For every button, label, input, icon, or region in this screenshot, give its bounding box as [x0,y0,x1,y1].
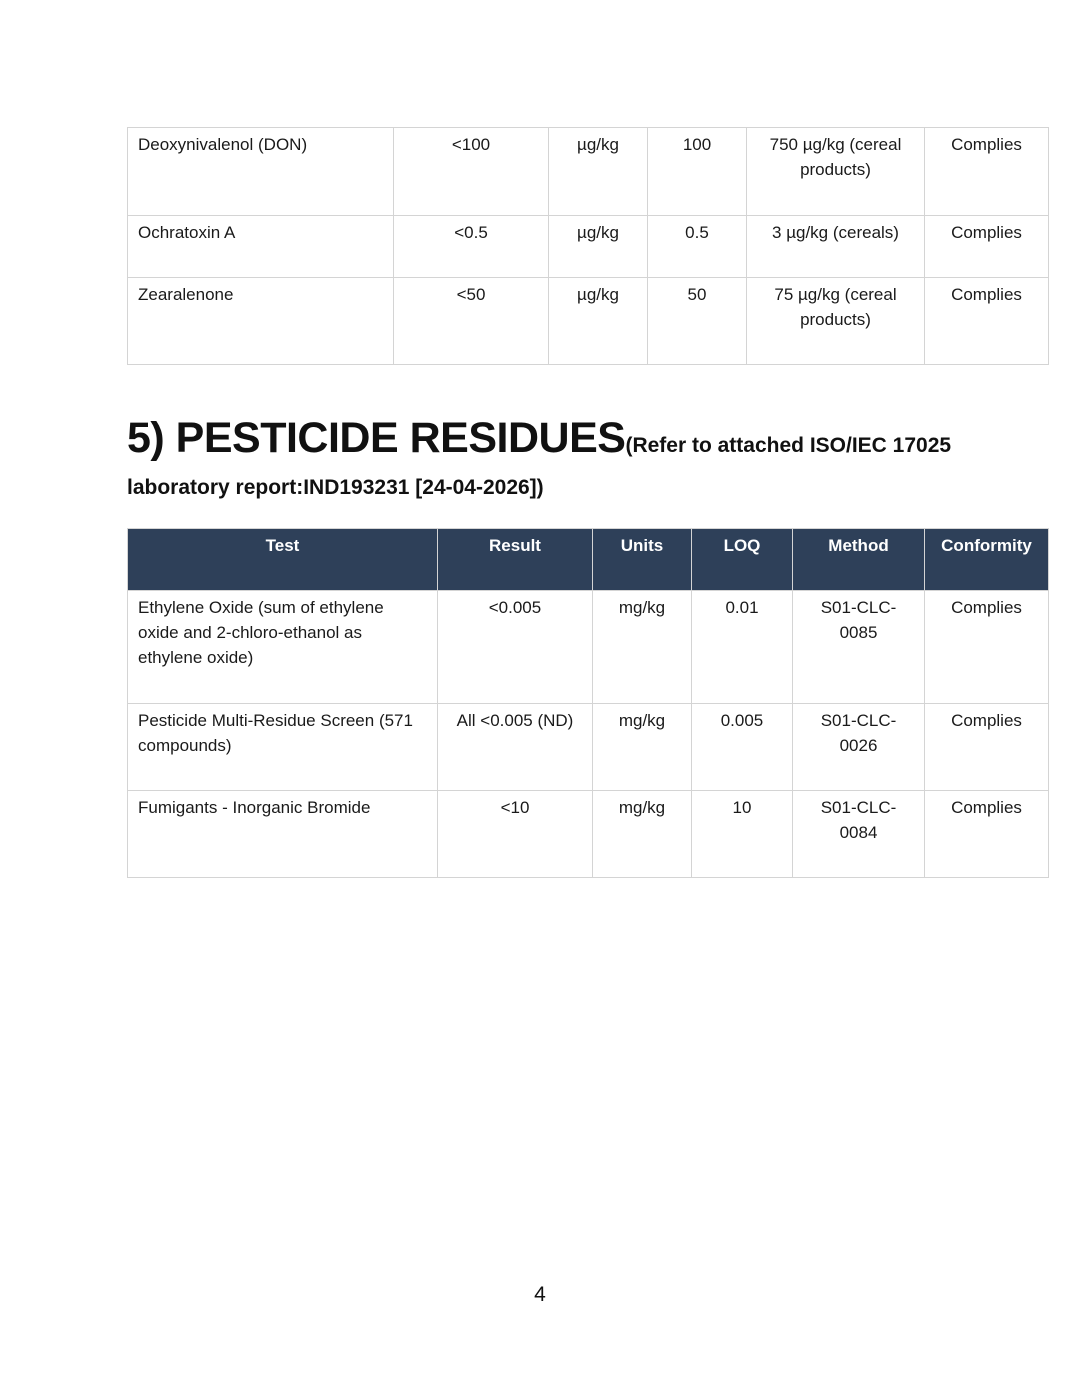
loq-cell: 10 [692,791,793,878]
test-name-cell: Zearalenone [128,278,394,365]
table-row [128,704,1049,791]
result-cell: All <0.005 (ND) [438,704,593,791]
units-cell: mg/kg [593,791,692,878]
method-cell: S01-CLC-0085 [793,591,925,704]
table-row [128,216,1049,278]
table-row [128,128,1049,216]
loq-cell: 100 [648,128,747,216]
units-cell: µg/kg [549,128,648,216]
section-title: 5) PESTICIDE RESIDUES [127,414,626,462]
limit-cell: 3 µg/kg (cereals) [747,216,925,278]
result-cell: <10 [438,791,593,878]
header-loq: LOQ [692,529,793,591]
test-name-cell: Pesticide Multi-Residue Screen (571 compounds) [128,704,438,791]
limit-cell: 75 µg/kg (cereal products) [747,278,925,365]
header-units: Units [593,529,692,591]
conformity-cell: Complies [925,591,1049,704]
conformity-cell: Complies [925,216,1049,278]
table-header-row [128,529,1049,591]
header-method: Method [793,529,925,591]
units-cell: µg/kg [549,278,648,365]
method-cell: S01-CLC-0026 [793,704,925,791]
table-row [128,591,1049,704]
page-number: 4 [534,1283,546,1306]
section-heading [127,414,1027,463]
result-cell: <0.5 [394,216,549,278]
pesticide-results-table [127,528,1049,878]
header-test: Test [128,529,438,591]
mycotoxin-results-table [127,127,1049,365]
method-cell: S01-CLC-0084 [793,791,925,878]
loq-cell: 50 [648,278,747,365]
section-subtitle-part1: (Refer to attached ISO/IEC 17025 [625,434,952,457]
units-cell: mg/kg [593,591,692,704]
conformity-cell: Complies [925,791,1049,878]
units-cell: µg/kg [549,216,648,278]
table-row [128,791,1049,878]
conformity-cell: Complies [925,278,1049,365]
result-cell: <100 [394,128,549,216]
test-name-cell: Ochratoxin A [128,216,394,278]
header-conformity: Conformity [925,529,1049,591]
conformity-cell: Complies [925,128,1049,216]
section-subtitle-part2: laboratory report:IND193231 [24-04-2026]) [127,476,544,499]
header-result: Result [438,529,593,591]
result-cell: <0.005 [438,591,593,704]
limit-cell: 750 µg/kg (cereal products) [747,128,925,216]
test-name-cell: Deoxynivalenol (DON) [128,128,394,216]
result-cell: <50 [394,278,549,365]
test-name-cell: Fumigants - Inorganic Bromide [128,791,438,878]
loq-cell: 0.005 [692,704,793,791]
conformity-cell: Complies [925,704,1049,791]
test-name-cell: Ethylene Oxide (sum of ethylene oxide and 2-chloro-ethanol as ethylene oxide) [128,591,438,704]
units-cell: mg/kg [593,704,692,791]
loq-cell: 0.5 [648,216,747,278]
loq-cell: 0.01 [692,591,793,704]
table-row [128,278,1049,365]
